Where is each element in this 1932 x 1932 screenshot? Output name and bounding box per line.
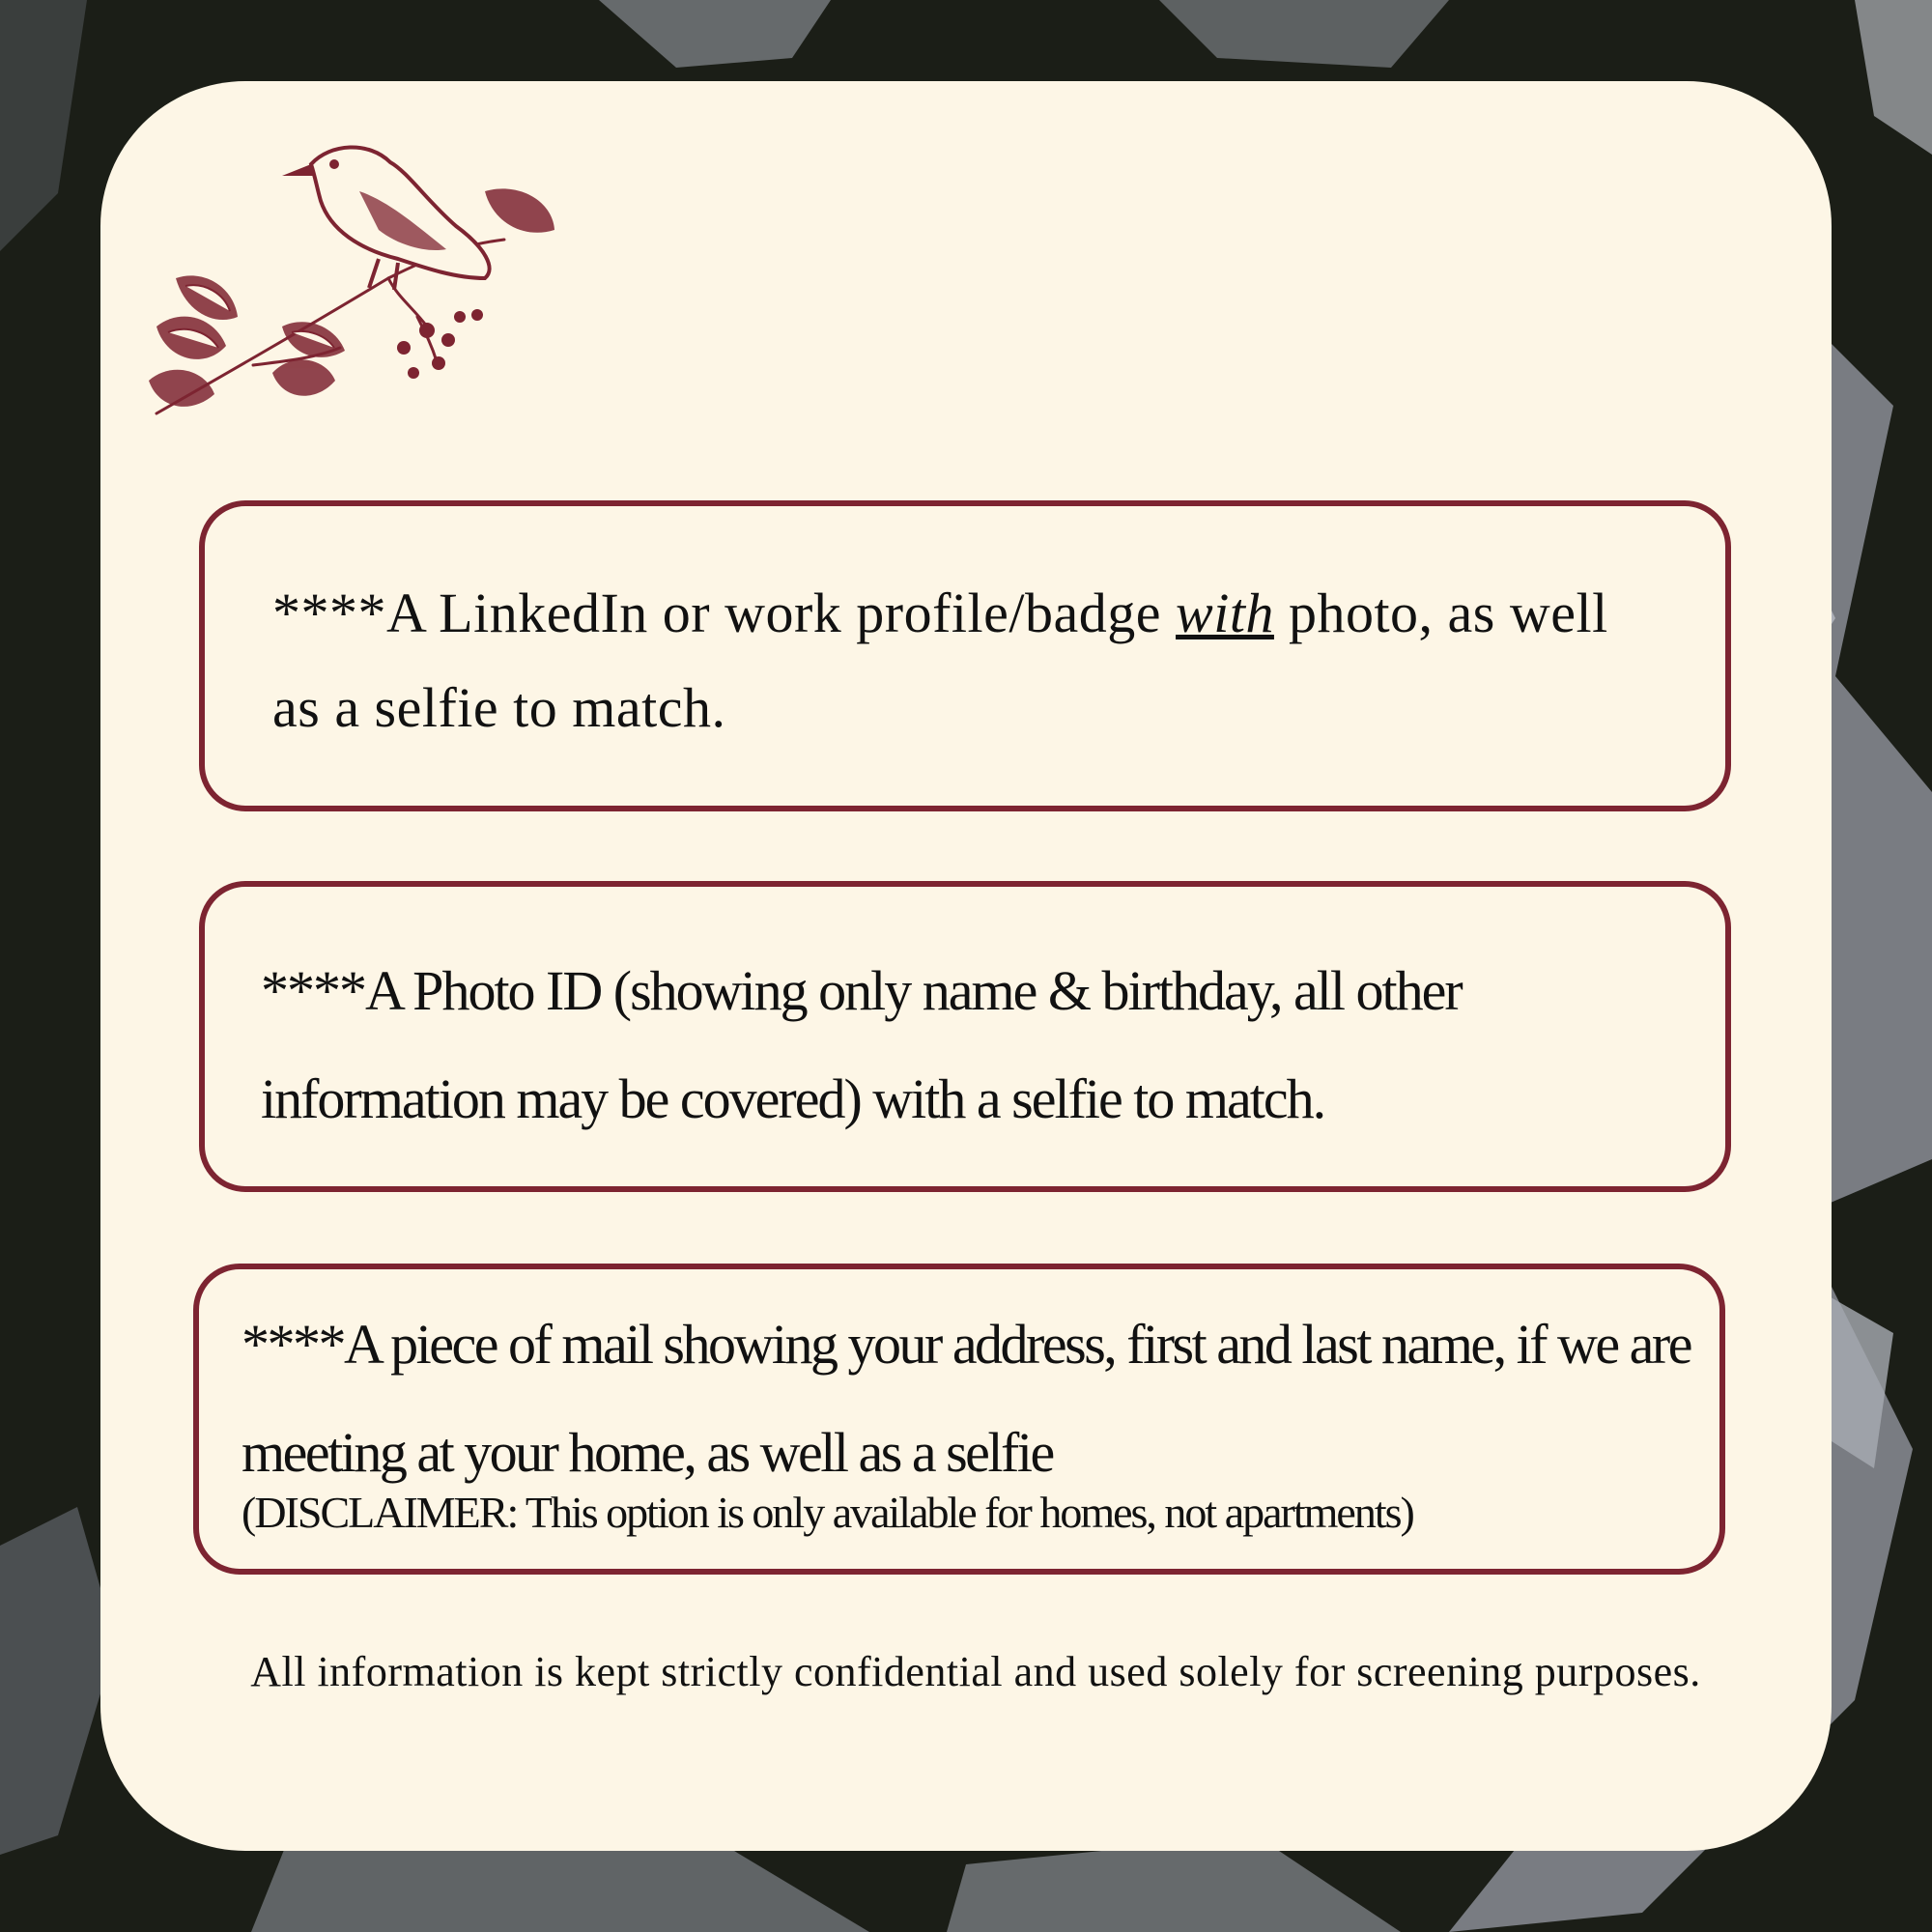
requirement-box-linkedin — [199, 500, 1731, 811]
requirement-box-photo-id — [199, 881, 1731, 1192]
requirement-text — [272, 566, 1667, 755]
requirement-emphasis: with — [1176, 582, 1274, 644]
requirement-text-prefix: ****A LinkedIn or work profile/badge — [272, 582, 1177, 644]
requirement-box-mail — [193, 1264, 1725, 1575]
requirement-text: ****A Photo ID (showing only name & birthday, all other information may be covered) with a selfie to match. — [261, 959, 1462, 1130]
requirement-text: ****A piece of mail showing your address, first and last name, if we are meeting at your home, as well as a selfie — [242, 1313, 1690, 1484]
requirement-text-suffix: photo, as well as a selfie to match. — [272, 582, 1608, 739]
confidentiality-note: All information is kept strictly confidential and used solely for screening purposes. — [250, 1648, 1701, 1695]
requirement-disclaimer: (DISCLAIMER: This option is only available for homes, not apartments) — [242, 1488, 1413, 1537]
bird-on-branch-icon — [137, 133, 562, 429]
